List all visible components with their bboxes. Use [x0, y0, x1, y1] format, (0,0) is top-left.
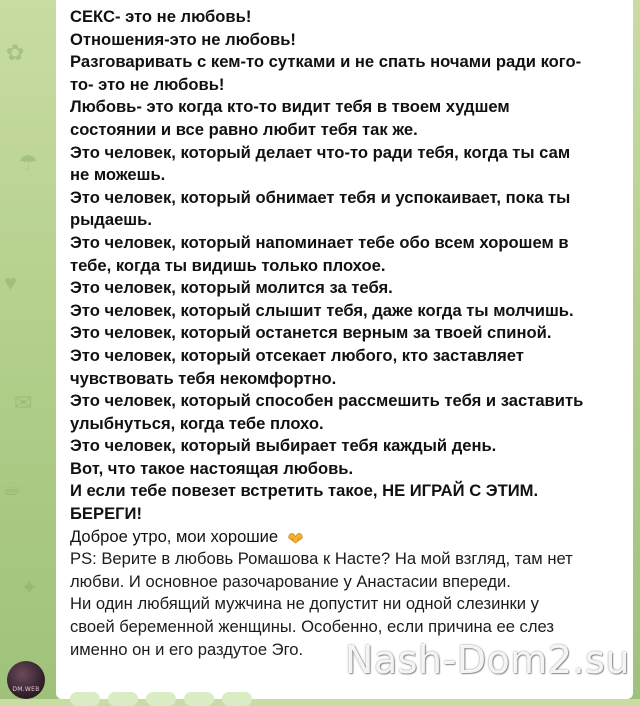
background-doodle: ♥: [4, 270, 18, 295]
message-line: Это человек, который способен рассмешить тебя и заставить: [70, 391, 584, 411]
message-line: именно он и его раздутое Эго.: [70, 639, 304, 659]
message-bubble: [56, 0, 633, 699]
background-doodle: ✉: [14, 390, 33, 415]
message-line: Это человек, который молится за тебя.: [70, 278, 393, 298]
reaction-chip[interactable]: [108, 692, 138, 706]
message-line: И если тебе повезет встретить такое, НЕ ИГРАЙ С ЭТИМ.: [70, 481, 539, 501]
message-line: Отношения-это не любовь!: [70, 29, 296, 49]
channel-avatar[interactable]: [7, 661, 45, 699]
message-line: Это человек, который отсекает любого, кто заставляет: [70, 345, 524, 365]
reaction-chip[interactable]: [184, 692, 214, 706]
message-line: тебе, когда ты видишь только плохое.: [70, 255, 386, 275]
greeting-text: Доброе утро, мои хорошие: [70, 526, 279, 546]
message-line: чувствовать тебя некомфортно.: [70, 368, 337, 388]
message-line: не можешь.: [70, 165, 166, 185]
message-line: Это человек, который останется верным за твоей спиной.: [70, 323, 552, 343]
background-doodle: ✿: [6, 40, 25, 65]
background-doodle: ☕: [2, 475, 22, 500]
message-line: Любовь- это когда кто-то видит тебя в твоем худшем: [70, 97, 510, 117]
reaction-chip[interactable]: [146, 692, 176, 706]
message-line: состоянии и все равно любит тебя так же.: [70, 119, 418, 139]
site-watermark: Nash-Dom2.su: [345, 638, 630, 682]
message-line: любви. И основное разочарование у Анастасии впереди.: [70, 571, 511, 591]
message-line: Это человек, который делает что-то ради тебя, когда ты сам: [70, 142, 571, 162]
background-doodle: ☂: [18, 150, 38, 175]
message-line: PS: Верите в любовь Ромашова к Насте? На мой взгляд, там нет: [70, 549, 573, 569]
message-line: Это человек, который выбирает тебя каждый день.: [70, 436, 497, 456]
heart-hands-emoji-icon: [287, 530, 304, 544]
message-line: СЕКС- это не любовь!: [70, 7, 252, 26]
message-line: улыбнуться, когда тебе плохо.: [70, 413, 324, 433]
message-line: Это человек, который обнимает тебя и успокаивает, пока ты: [70, 187, 571, 207]
message-bold-text: [70, 6, 619, 526]
message-line: то- это не любовь!: [70, 74, 225, 94]
message-line: Это человек, который слышит тебя, даже когда ты молчишь.: [70, 300, 574, 320]
avatar-caption: DM.WEB: [12, 686, 40, 693]
reaction-chip[interactable]: [70, 692, 100, 706]
message-line: Вот, что такое настоящая любовь.: [70, 458, 354, 478]
background-doodle: ✦: [20, 575, 39, 600]
reaction-chip[interactable]: [222, 692, 252, 706]
message-line: Разговаривать с кем-то сутками и не спать ночами ради кого-: [70, 52, 582, 72]
message-line: Ни один любящий мужчина не допустит ни одной слезинки у: [70, 594, 539, 614]
message-line: Это человек, который напоминает тебе обо всем хорошем в: [70, 232, 569, 252]
message-line: рыдаешь.: [70, 210, 152, 230]
message-line: своей беременной женщины. Особенно, если причина ее слез: [70, 617, 555, 637]
message-line: БЕРЕГИ!: [70, 504, 142, 524]
greeting-line: [70, 526, 619, 549]
